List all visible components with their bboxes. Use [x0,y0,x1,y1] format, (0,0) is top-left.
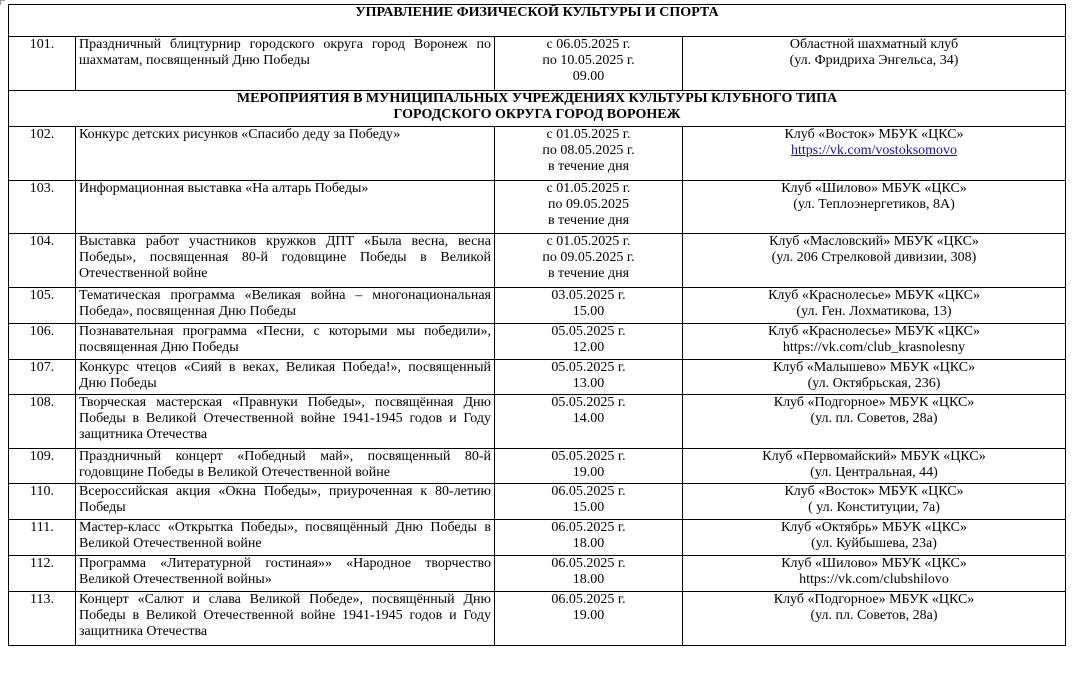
event-date-line: в течение дня [547,213,630,228]
row-number: 107. [9,360,76,395]
event-location [683,592,1066,646]
event-location [683,288,1066,324]
location-line: Клуб «Краснолесье» МБУК «ЦКС» [768,288,980,303]
location-line: Клуб «Первомайский» МБУК «ЦКС» [762,449,986,464]
event-title: Выставка работ участников кружков ДПТ «Была весна, весна Победы», посвященная 80-й годовщине Победы в Великой Отечественной войне [76,234,495,288]
location-link[interactable]: https://vk.com/vostoksomovo [790,143,958,158]
table-row [9,449,1066,484]
event-dates [495,37,683,91]
table-row [9,556,1066,592]
event-location [683,520,1066,556]
event-dates [495,234,683,288]
location-line: (ул. пл. Советов, 28а) [810,608,938,623]
section-title [9,5,1066,37]
location-line: Клуб «Восток» МБУК «ЦКС» [784,484,964,499]
row-number: 108. [9,395,76,449]
event-location [683,449,1066,484]
event-date-line: 18.00 [572,572,605,587]
location-line: (ул. Ген. Лохматикова, 13) [796,304,952,319]
event-title: Конкурс детских рисунков «Спасибо деду за Победу» [76,127,495,181]
row-number: 105. [9,288,76,324]
section-title-line: ГОРОДСКОГО ОКРУГА ГОРОД ВОРОНЕЖ [393,107,681,122]
table-row [9,127,1066,181]
row-number: 111. [9,520,76,556]
table-row [9,395,1066,449]
event-location [683,395,1066,449]
event-dates [495,520,683,556]
location-line: Клуб «Шилово» МБУК «ЦКС» [781,181,967,196]
row-number: 113. [9,592,76,646]
event-date-line: с 01.05.2025 г. [546,234,631,249]
event-title: Информационная выставка «На алтарь Победы» [76,181,495,234]
event-location [683,37,1066,91]
event-title: Тематическая программа «Великая война – многонациональная Победа», посвященная Дню Победы [76,288,495,324]
location-line: Клуб «Восток» МБУК «ЦКС» [784,127,964,142]
event-date-line: 14.00 [572,411,605,426]
event-date-line: с 01.05.2025 г. [546,181,631,196]
event-title: Познавательная программа «Песни, с которыми мы победили», посвященная Дню Победы [76,324,495,360]
row-number: 104. [9,234,76,288]
event-date-line: 06.05.2025 г. [551,520,626,535]
row-number: 106. [9,324,76,360]
location-line: Клуб «Октябрь» МБУК «ЦКС» [780,520,968,535]
location-line: (ул. 206 Стрелковой дивизии, 308) [771,250,977,265]
location-line: https://vk.com/club_krasnolesny [782,340,966,355]
location-line: (ул. Центральная, 44) [810,465,938,480]
event-date-line: с 01.05.2025 г. [546,127,631,142]
location-line: (ул. Октябрьская, 236) [807,376,941,391]
location-line: Клуб «Малышево» МБУК «ЦКС» [772,360,976,375]
event-date-line: 19.00 [572,465,605,480]
event-date-line: 05.05.2025 г. [551,449,626,464]
event-date-line: 06.05.2025 г. [551,484,626,499]
event-location [683,127,1066,181]
location-line: (ул. Теплоэнергетиков, 8А) [793,197,955,212]
event-date-line: в течение дня [547,159,630,174]
location-line: Клуб «Подгорное» МБУК «ЦКС» [773,592,975,607]
event-location [683,360,1066,395]
location-line: Областной шахматный клуб [789,37,959,52]
event-title: Творческая мастерская «Правнуки Победы», посвящённая Дню Победы в Великой Отечественной войне 1941-1945 годов и Году защитника Отечества [76,395,495,449]
table-row [9,592,1066,646]
section-title-line: МЕРОПРИЯТИЯ В МУНИЦИПАЛЬНЫХ УЧРЕЖДЕНИЯХ КУЛЬТУРЫ КЛУБНОГО ТИПА [236,91,838,106]
event-date-line: 13.00 [572,376,605,391]
event-date-line: 05.05.2025 г. [551,324,626,339]
event-date-line: по 08.05.2025 г. [542,143,635,158]
event-title: Мастер-класс «Открытка Победы», посвящённый Дню Победы в Великой Отечественной войне [76,520,495,556]
event-dates [495,395,683,449]
table-row [9,234,1066,288]
table-row [9,484,1066,520]
event-location [683,484,1066,520]
event-date-line: 06.05.2025 г. [551,556,626,571]
event-dates [495,556,683,592]
event-date-line: по 09.05.2025 г. [542,250,635,265]
event-dates [495,449,683,484]
event-dates [495,288,683,324]
event-dates [495,592,683,646]
event-date-line: 03.05.2025 г. [551,288,626,303]
event-location [683,324,1066,360]
location-line: (ул. пл. Советов, 28а) [810,411,938,426]
location-line: Клуб «Подгорное» МБУК «ЦКС» [773,395,975,410]
section-header-row [9,5,1066,37]
row-number: 110. [9,484,76,520]
section-header-row [9,91,1066,127]
location-line: (ул. Куйбышева, 23а) [811,536,937,551]
row-number: 102. [9,127,76,181]
location-line: (ул. Фридриха Энгельса, 34) [789,53,959,68]
table-row [9,360,1066,395]
event-date-line: 15.00 [572,304,605,319]
event-date-line: 06.05.2025 г. [551,592,626,607]
event-date-line: 19.00 [572,608,605,623]
event-dates [495,181,683,234]
row-number: 109. [9,449,76,484]
event-title: Конкурс чтецов «Сияй в веках, Великая Победа!», посвященный Дню Победы [76,360,495,395]
location-line: ( ул. Конституции, 7а) [808,500,940,515]
event-location [683,556,1066,592]
location-line: Клуб «Масловский» МБУК «ЦКС» [769,234,979,249]
table-row [9,181,1066,234]
section-title [9,91,1066,127]
event-date-line: 18.00 [572,536,605,551]
section-title-line: УПРАВЛЕНИЕ ФИЗИЧЕСКОЙ КУЛЬТУРЫ И СПОРТА [355,5,719,20]
events-table [8,4,1066,646]
page-corner-mark [0,0,5,5]
event-date-line: 05.05.2025 г. [551,360,626,375]
event-title: Праздничный блицтурнир городского округа город Воронеж по шахматам, посвященный Дню Победы [76,37,495,91]
row-number: 103. [9,181,76,234]
row-number: 101. [9,37,76,91]
location-line: Клуб «Краснолесье» МБУК «ЦКС» [768,324,980,339]
location-line: https://vk.com/clubshilovo [799,572,949,587]
event-dates [495,360,683,395]
event-title: Концерт «Салют и слава Великой Победе», посвящённый Дню Победы в Великой Отечественной войне 1941-1945 годов и Году защитника Отечества [76,592,495,646]
event-location [683,181,1066,234]
event-title: Праздничный концерт «Победный май», посвященный 80-й годовщине Победы в Великой Отечественной войне [76,449,495,484]
event-date-line: 09.00 [572,69,605,84]
row-number: 112. [9,556,76,592]
event-date-line: 12.00 [572,340,605,355]
event-title: Всероссийская акция «Окна Победы», приуроченная к 80-летию Победы [76,484,495,520]
event-location [683,234,1066,288]
event-date-line: 05.05.2025 г. [551,395,626,410]
table-row [9,288,1066,324]
event-title: Программа «Литературной гостиная»» «Народное творчество Великой Отечественной войны» [76,556,495,592]
event-date-line: по 09.05.2025 [548,197,629,212]
event-dates [495,484,683,520]
event-dates [495,127,683,181]
location-line: Клуб «Шилово» МБУК «ЦКС» [781,556,967,571]
table-row [9,324,1066,360]
table-row [9,520,1066,556]
table-row [9,37,1066,91]
event-dates [495,324,683,360]
event-date-line: в течение дня [547,266,630,281]
event-date-line: по 10.05.2025 г. [542,53,635,68]
event-date-line: с 06.05.2025 г. [546,37,631,52]
event-date-line: 15.00 [572,500,605,515]
